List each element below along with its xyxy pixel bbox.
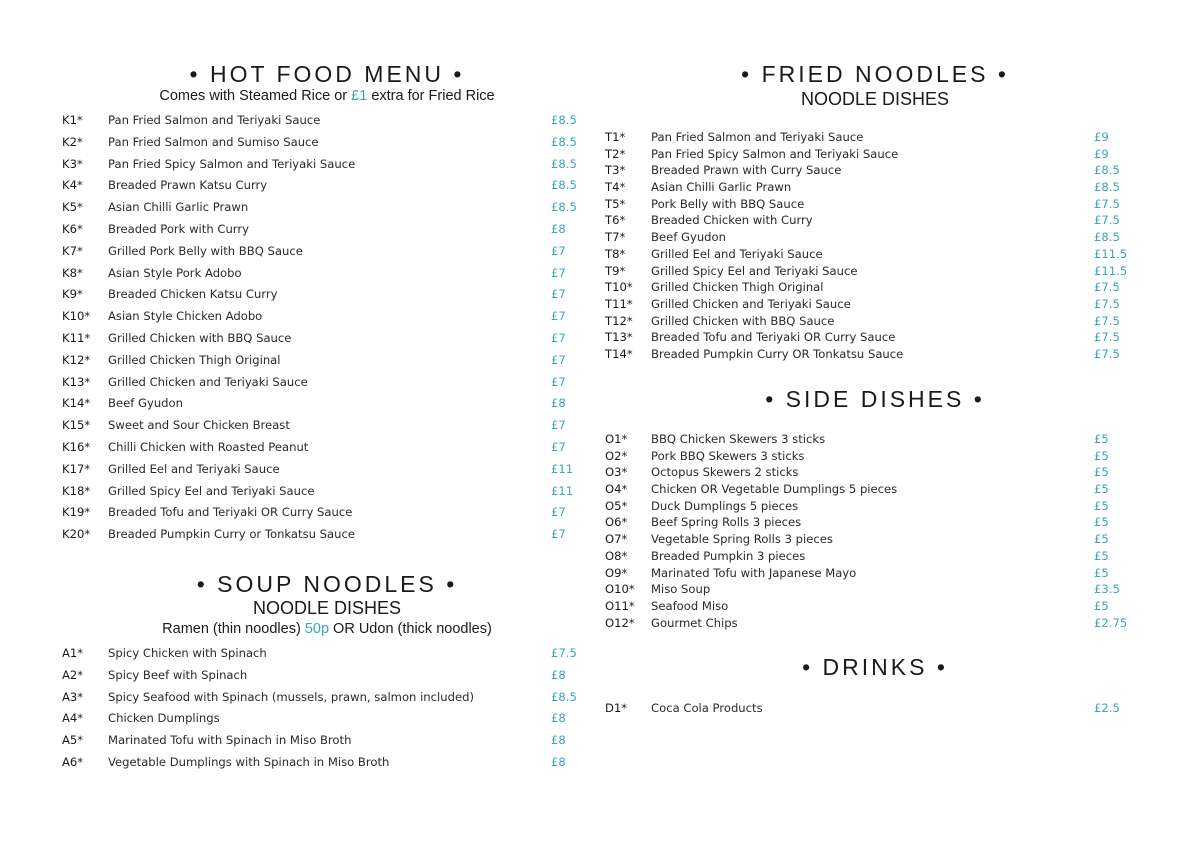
menu-item-code: K16*: [62, 439, 91, 454]
menu-item-name: Breaded Pumpkin Curry or Tonkatsu Sauce: [108, 527, 355, 542]
menu-item: [62, 241, 592, 263]
menu-item-name: Breaded Pumpkin 3 pieces: [651, 548, 806, 563]
menu-item: [62, 730, 592, 752]
rice-note-text-1: Comes with Steamed Rice or: [159, 88, 352, 104]
menu-item-name: Grilled Spicy Eel and Teriyaki Sauce: [651, 263, 858, 278]
menu-item-name: Pan Fried Salmon and Teriyaki Sauce: [108, 113, 321, 127]
menu-item-code: O7*: [605, 532, 628, 547]
menu-item-name: Asian Style Pork Adobo: [108, 265, 242, 280]
menu-item-price: £7.5: [1094, 280, 1120, 295]
menu-item-name: Grilled Chicken and Teriyaki Sauce: [651, 296, 851, 311]
menu-item-name: Grilled Chicken with BBQ Sauce: [108, 330, 292, 345]
menu-item-price: £8: [551, 754, 566, 769]
menu-item-price: £7: [551, 243, 566, 258]
menu-item: [62, 350, 592, 372]
menu-item: [62, 175, 592, 197]
menu-item-code: K12*: [62, 352, 91, 367]
menu-item: [605, 263, 1145, 280]
menu-item-code: T14*: [605, 346, 633, 361]
menu-item-name: Duck Dumplings 5 pieces: [651, 498, 799, 513]
menu-item-code: O2*: [605, 448, 628, 463]
menu-item: [605, 464, 1145, 481]
menu-item-code: T6*: [605, 213, 626, 228]
menu-item: [605, 448, 1145, 465]
menu-item-name: Grilled Spicy Eel and Teriyaki Sauce: [108, 483, 315, 498]
menu-item-code: K7*: [62, 243, 83, 258]
menu-item: [62, 459, 592, 481]
menu-item-code: K6*: [62, 221, 83, 236]
menu-item-price: £8.5: [1094, 163, 1120, 178]
menu-item-price: £7.5: [551, 646, 577, 660]
menu-item-price: £8: [551, 667, 566, 682]
menu-item-price: £7: [551, 352, 566, 367]
menu-item-name: Pork BBQ Skewers 3 sticks: [651, 448, 805, 463]
menu-item: [605, 146, 1145, 163]
rice-note-text-2: extra for Fried Rice: [367, 88, 495, 104]
menu-item-name: Breaded Tofu and Teriyaki OR Curry Sauce: [651, 330, 896, 345]
menu-item: [62, 687, 592, 709]
menu-item: [605, 581, 1145, 598]
menu-item-price: £7: [551, 374, 566, 389]
menu-item: [605, 700, 1145, 717]
menu-item: [605, 565, 1145, 582]
menu-item-code: T1*: [605, 130, 626, 144]
menu-item-price: £7.5: [1094, 196, 1120, 211]
menu-item-code: O8*: [605, 548, 628, 563]
menu-item-price: £5: [1094, 448, 1109, 463]
menu-item-code: A2*: [62, 667, 84, 682]
menu-item-code: A6*: [62, 754, 84, 769]
menu-item-name: Spicy Beef with Spinach: [108, 667, 248, 682]
menu-item: [605, 229, 1145, 246]
menu-item-price: £8: [551, 711, 566, 726]
menu-item: [605, 246, 1145, 263]
menu-item: [62, 263, 592, 285]
menu-item-name: Spicy Chicken with Spinach: [108, 646, 267, 660]
menu-item-code: K10*: [62, 309, 91, 324]
menu-item-price: £9: [1094, 130, 1109, 144]
menu-item-code: D1*: [605, 701, 628, 715]
menu-item-price: £7: [551, 527, 566, 542]
menu-item-price: £8.5: [551, 134, 577, 149]
menu-item-code: K18*: [62, 483, 91, 498]
menu-item-price: £5: [1094, 465, 1109, 480]
menu-item-code: K8*: [62, 265, 83, 280]
menu-item-name: Breaded Pumpkin Curry OR Tonkatsu Sauce: [651, 346, 904, 361]
menu-item-code: T5*: [605, 196, 626, 211]
menu-item-name: Beef Gyudon: [108, 396, 183, 411]
menu-item-code: T4*: [605, 180, 626, 195]
side-dishes-title: • SIDE DISHES •: [765, 386, 985, 412]
menu-item-name: Breaded Prawn with Curry Sauce: [651, 163, 842, 178]
noodle-choice-note: [62, 620, 592, 638]
menu-item-name: Beef Spring Rolls 3 pieces: [651, 515, 802, 530]
menu-item-price: £7.5: [1094, 346, 1120, 361]
menu-item-name: Spicy Seafood with Spinach (mussels, prawn, salmon included): [108, 689, 474, 704]
menu-item-price: £5: [1094, 548, 1109, 563]
menu-item: [62, 284, 592, 306]
menu-item-code: A5*: [62, 733, 84, 748]
hot-food-rice-note: [62, 87, 592, 105]
menu-item-code: T8*: [605, 246, 626, 261]
fried-noodles-subtitle: NOODLE DISHES: [800, 89, 950, 109]
menu-item: [605, 296, 1145, 313]
menu-item-name: Octopus Skewers 2 sticks: [651, 465, 799, 480]
menu-item: [605, 346, 1145, 363]
menu-item-name: Miso Soup: [651, 582, 711, 597]
menu-item: [62, 437, 592, 459]
menu-item: [605, 329, 1145, 346]
menu-item-name: Pan Fried Spicy Salmon and Teriyaki Sauce: [108, 156, 356, 171]
menu-item-name: Grilled Eel and Teriyaki Sauce: [108, 461, 280, 476]
menu-item-code: K15*: [62, 418, 91, 433]
side-dishes-list: [605, 431, 1145, 631]
menu-item-price: £7: [551, 418, 566, 433]
fried-noodles-list: [605, 129, 1145, 363]
menu-item-code: K19*: [62, 505, 91, 520]
menu-item: [62, 481, 592, 503]
menu-item-name: Beef Gyudon: [651, 230, 726, 245]
menu-item-name: Grilled Chicken with BBQ Sauce: [651, 313, 835, 328]
menu-item-name: Chicken Dumplings: [108, 711, 220, 726]
menu-item: [62, 197, 592, 219]
menu-item: [605, 196, 1145, 213]
menu-item-code: T10*: [605, 280, 633, 295]
menu-item-name: Marinated Tofu with Spinach in Miso Broth: [108, 733, 352, 748]
menu-item: [62, 306, 592, 328]
menu-item-name: Vegetable Dumplings with Spinach in Miso Broth: [108, 754, 390, 769]
menu-item-name: Asian Chilli Garlic Prawn: [651, 180, 792, 195]
menu-item: [62, 154, 592, 176]
menu-item-name: Sweet and Sour Chicken Breast: [108, 418, 290, 433]
menu-item-name: Seafood Miso: [651, 598, 729, 613]
menu-item-code: T11*: [605, 296, 633, 311]
menu-item-name: Breaded Prawn Katsu Curry: [108, 178, 268, 193]
menu-item-code: K1*: [62, 113, 83, 127]
menu-item-name: Grilled Chicken and Teriyaki Sauce: [108, 374, 308, 389]
menu-item-price: £7.5: [1094, 213, 1120, 228]
menu-item: [605, 313, 1145, 330]
menu-item-price: £7.5: [1094, 313, 1120, 328]
menu-item-code: T7*: [605, 230, 626, 245]
menu-item-code: O6*: [605, 515, 628, 530]
hot-food-list: [62, 110, 592, 546]
menu-item: [605, 498, 1145, 515]
menu-item-name: Coca Cola Products: [651, 701, 763, 715]
menu-item-price: £8.5: [551, 156, 577, 171]
menu-item: [605, 212, 1145, 229]
menu-item-price: £7: [551, 287, 566, 302]
menu-item-name: Breaded Chicken with Curry: [651, 213, 813, 228]
menu-item: [62, 393, 592, 415]
menu-item-name: Breaded Pork with Curry: [108, 221, 249, 236]
menu-item-code: O10*: [605, 582, 635, 597]
menu-item-code: T13*: [605, 330, 633, 345]
menu-item-name: Asian Chilli Garlic Prawn: [108, 200, 249, 215]
menu-item: [605, 431, 1145, 448]
menu-item-price: £5: [1094, 515, 1109, 530]
menu-item-price: £9: [1094, 146, 1109, 161]
menu-item-price: £7: [551, 265, 566, 280]
menu-item-name: BBQ Chicken Skewers 3 sticks: [651, 432, 826, 446]
menu-item: [605, 531, 1145, 548]
menu-item-price: £5: [1094, 532, 1109, 547]
menu-item-code: O11*: [605, 598, 635, 613]
drinks-list: [605, 700, 1145, 717]
menu-item-code: A4*: [62, 711, 84, 726]
menu-item: [62, 524, 592, 546]
menu-item: [605, 279, 1145, 296]
menu-item-code: T9*: [605, 263, 626, 278]
menu-item-price: £8: [551, 221, 566, 236]
menu-item-code: K14*: [62, 396, 91, 411]
menu-item-code: K2*: [62, 134, 83, 149]
menu-item-price: £7: [551, 439, 566, 454]
menu-item-price: £5: [1094, 598, 1109, 613]
menu-item: [62, 415, 592, 437]
menu-item: [62, 502, 592, 524]
menu-item: [605, 162, 1145, 179]
menu-item-code: T12*: [605, 313, 633, 328]
menu-item-code: K17*: [62, 461, 91, 476]
menu-item-code: O5*: [605, 498, 628, 513]
menu-item-name: Breaded Tofu and Teriyaki OR Curry Sauce: [108, 505, 353, 520]
ramen-surcharge: 50p: [304, 621, 330, 637]
menu-item-name: Vegetable Spring Rolls 3 pieces: [651, 532, 833, 547]
soup-noodles-list: [62, 643, 592, 774]
fried-rice-surcharge: £1: [351, 88, 368, 104]
menu-item-code: K4*: [62, 178, 83, 193]
menu-item: [62, 132, 592, 154]
menu-item-price: £3.5: [1094, 582, 1120, 597]
menu-item: [605, 481, 1145, 498]
menu-item-code: K5*: [62, 200, 83, 215]
menu-item-price: £11.5: [1094, 263, 1128, 278]
menu-item-code: K20*: [62, 527, 91, 542]
menu-item-name: Pork Belly with BBQ Sauce: [651, 196, 805, 211]
menu-item-price: £5: [1094, 498, 1109, 513]
menu-item-price: £5: [1094, 482, 1109, 497]
menu-item-price: £2.5: [1094, 701, 1120, 715]
menu-item-price: £11.5: [1094, 246, 1128, 261]
menu-item-code: A1*: [62, 646, 84, 660]
menu-item-name: Breaded Chicken Katsu Curry: [108, 287, 278, 302]
menu-item-name: Pan Fried Salmon and Sumiso Sauce: [108, 134, 319, 149]
menu-item-price: £8.5: [551, 689, 577, 704]
menu-item-price: £8: [551, 396, 566, 411]
menu-item-price: £7: [551, 309, 566, 324]
menu-item-price: £11: [551, 461, 574, 476]
fried-noodles-title: • FRIED NOODLES •: [741, 61, 1009, 87]
menu-item-price: £8: [551, 733, 566, 748]
menu-item-code: T3*: [605, 163, 626, 178]
soup-noodles-subtitle: NOODLE DISHES: [252, 598, 402, 618]
menu-item-code: O3*: [605, 465, 628, 480]
menu-item: [605, 514, 1145, 531]
menu-item-price: £5: [1094, 432, 1109, 446]
menu-item: [62, 110, 592, 132]
menu-item-name: Grilled Chicken Thigh Original: [108, 352, 281, 367]
menu-item-price: £7.5: [1094, 296, 1120, 311]
menu-item-code: K13*: [62, 374, 91, 389]
menu-item-code: O9*: [605, 565, 628, 580]
menu-item-name: Pan Fried Salmon and Teriyaki Sauce: [651, 130, 864, 144]
menu-item-name: Chicken OR Vegetable Dumplings 5 pieces: [651, 482, 898, 497]
menu-item: [605, 129, 1145, 146]
menu-item: [605, 598, 1145, 615]
menu-item-price: £8.5: [551, 178, 577, 193]
menu-item-price: £7: [551, 330, 566, 345]
menu-item-price: £8.5: [1094, 180, 1120, 195]
noodle-note-text-1: Ramen (thin noodles): [162, 621, 305, 637]
menu-item-code: T2*: [605, 146, 626, 161]
menu-item-code: K9*: [62, 287, 83, 302]
menu-item: [605, 179, 1145, 196]
menu-item-code: O4*: [605, 482, 628, 497]
menu-item: [605, 615, 1145, 632]
hot-food-menu-title: • HOT FOOD MENU •: [189, 61, 465, 87]
menu-item-code: K3*: [62, 156, 83, 171]
menu-item-name: Grilled Chicken Thigh Original: [651, 280, 824, 295]
menu-item-price: £2.75: [1094, 615, 1128, 630]
menu-item-name: Pan Fried Spicy Salmon and Teriyaki Sauce: [651, 146, 899, 161]
menu-item-name: Grilled Eel and Teriyaki Sauce: [651, 246, 823, 261]
menu-item-price: £11: [551, 483, 574, 498]
menu-item-price: £8.5: [551, 200, 577, 215]
menu-item-code: K11*: [62, 330, 91, 345]
menu-item: [62, 665, 592, 687]
menu-item-code: O12*: [605, 615, 635, 630]
menu-item-name: Chilli Chicken with Roasted Peanut: [108, 439, 309, 454]
menu-item: [62, 752, 592, 774]
menu-item-name: Gourmet Chips: [651, 615, 738, 630]
drinks-title: • DRINKS •: [802, 654, 948, 680]
menu-item-price: £7.5: [1094, 330, 1120, 345]
menu-item-code: A3*: [62, 689, 84, 704]
menu-item-name: Grilled Pork Belly with BBQ Sauce: [108, 243, 303, 258]
menu-item: [605, 548, 1145, 565]
menu-item: [62, 643, 592, 665]
menu-item: [62, 219, 592, 241]
menu-item-price: £7: [551, 505, 566, 520]
noodle-note-text-2: OR Udon (thick noodles): [329, 621, 492, 637]
menu-item: [62, 708, 592, 730]
menu-item-price: £8.5: [551, 113, 577, 127]
menu-item: [62, 372, 592, 394]
menu-item-price: £5: [1094, 565, 1109, 580]
menu-item: [62, 328, 592, 350]
menu-item-name: Marinated Tofu with Japanese Mayo: [651, 565, 857, 580]
menu-item-code: O1*: [605, 432, 628, 446]
menu-item-price: £8.5: [1094, 230, 1120, 245]
menu-item-name: Asian Style Chicken Adobo: [108, 309, 263, 324]
soup-noodles-title: • SOUP NOODLES •: [196, 571, 458, 597]
